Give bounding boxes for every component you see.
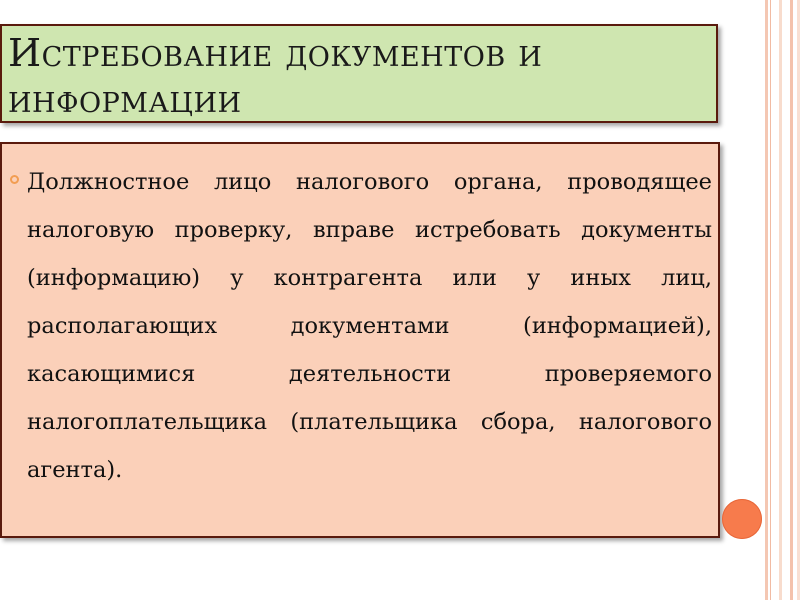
- decorative-stripe: [765, 0, 768, 600]
- slide-title: Истребование документов и информации: [8, 31, 543, 121]
- bullet-icon: [10, 175, 19, 184]
- slide-title-box: [0, 24, 718, 123]
- slide-content-box: [0, 142, 720, 538]
- decorative-stripe: [779, 0, 782, 600]
- decorative-stripe: [790, 0, 793, 600]
- bullet-text: Должностное лицо налогового органа, проводящее налоговую проверку, вправе истребовать документы (информацию) у контрагента или у иных лиц, располагающих документами (информацией), касающимися деятельности проверяемого налогоплательщика (плательщика сбора, налогового агента).: [27, 169, 712, 483]
- decorative-stripe: [770, 0, 771, 600]
- decorative-circle: [722, 499, 762, 539]
- bullet-item: [10, 152, 712, 494]
